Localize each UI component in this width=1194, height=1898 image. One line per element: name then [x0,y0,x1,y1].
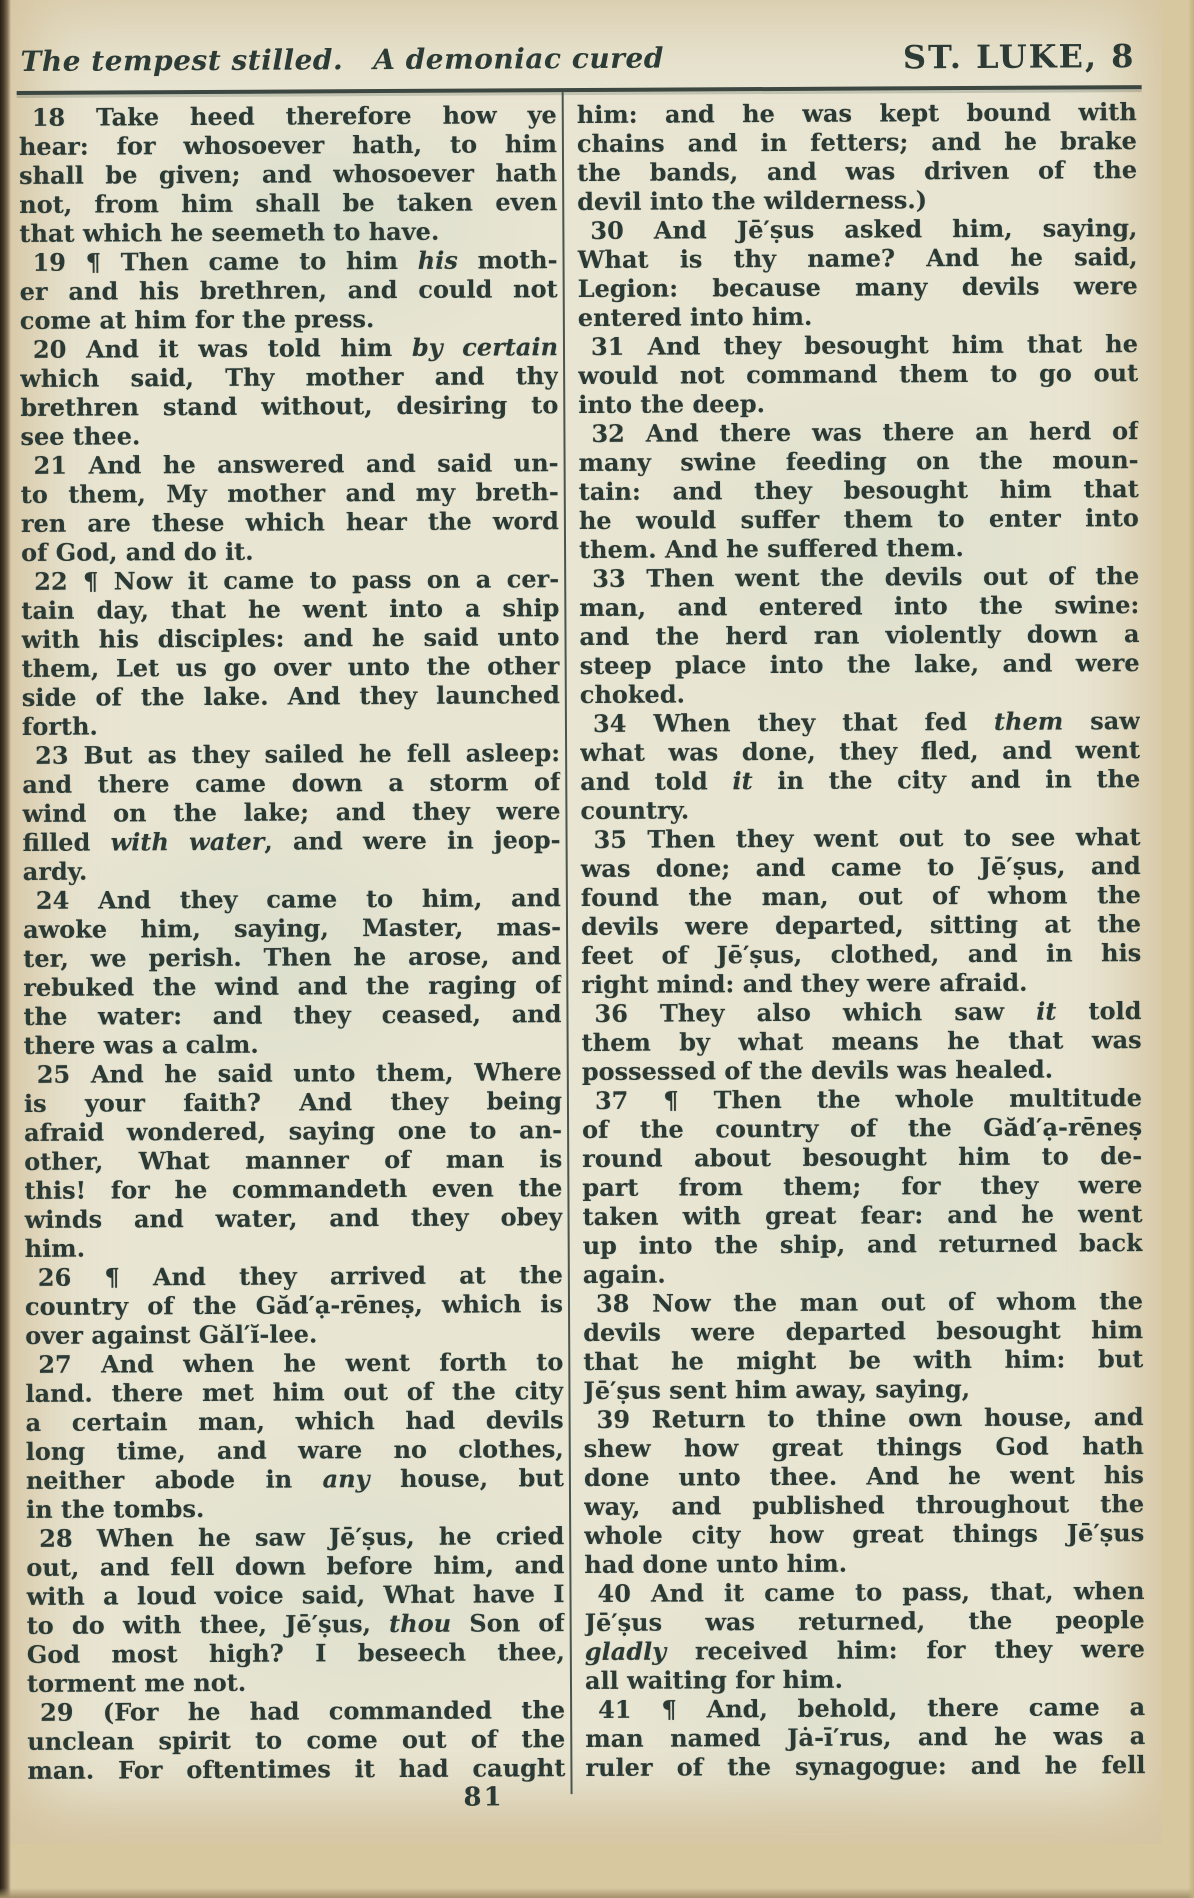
verse-line: devils were departed besought him [583,1315,1144,1348]
verse-line: hear: for whosoever hath, to him [18,129,558,161]
verse-line: shew how great things God hath [583,1431,1144,1464]
verse-line: up into the ship, and returned back [582,1228,1143,1261]
verse-line: 18 Take heed therefore how ye [31,100,557,132]
verse-line: see thee. [20,421,141,451]
verse-line: torment me not. [26,1667,247,1698]
verse-line: tain: and they besought him that [578,474,1139,507]
verse-line: 41 ¶ And, behold, there came a [598,1692,1146,1724]
verse-line: ren are these which hear the word [20,506,559,538]
page-edge-shadow-right [1188,0,1194,1898]
verse-line: done unto thee. And he went his [583,1460,1144,1493]
verse-line: was done; and came to Jē′ṣus, and [580,851,1141,884]
verse-line: round about besought him to de- [582,1141,1143,1174]
verse-line: 25 And he said unto them, Where [36,1057,562,1089]
verse-line: and told it in the city and in the [580,764,1141,797]
verse-line: had done unto him. [584,1548,848,1580]
verse-line: again. [582,1259,666,1290]
verse-line: that he might be with him: but [583,1344,1144,1377]
verse-line: is your faith? And they being [23,1086,563,1118]
verse-line: and there came down a storm of [22,767,561,799]
verse-line: choked. [579,679,685,710]
verse-line: he would suffer them to enter into [578,503,1139,536]
verse-line: 38 Now the man out of whom the [595,1286,1144,1318]
verse-line: unclean spirit to come out of the [27,1724,566,1756]
verse-line: 20 And it was told him by certain [32,332,559,364]
verse-line: 35 Then they went out to see what [593,822,1141,854]
scripture-column-left [19,100,566,1793]
verse-line: way, and published throughout the [583,1489,1145,1522]
verse-line: chains and in fetters; and he brake [576,126,1137,159]
verse-line: the bands, and was driven of the [576,155,1138,188]
verse-line: devil into the wilderness.) [577,185,928,217]
verse-line: 19 ¶ Then came to him his moth- [32,245,558,277]
verse-line: man. For oftentimes it had caught [27,1753,566,1785]
verse-line: 23 But as they sailed he fell asleep: [35,738,561,770]
verse-line: many swine feeding on the moun- [578,445,1139,478]
verse-line: 26 ¶ And they arrived at the [37,1260,563,1292]
verse-line: other, What manner of man is [24,1144,563,1176]
verse-line: whole city how great things Jē′ṣus [584,1518,1145,1551]
scripture-column-right [577,97,1146,1790]
verse-line: God most high? I beseech thee, [26,1637,565,1669]
page-edge-shadow-left [0,0,11,1898]
scan-tilt-wrapper [4,0,1167,1847]
verse-line: him: and he was kept bound with [576,97,1137,130]
verse-line: man named Jȧ-ī′rus, and he was a [585,1721,1146,1754]
verse-line: and the herd ran violently down a [579,619,1140,652]
verse-line: of the country of the Găd′ạ-rēneṣ [582,1112,1143,1145]
verse-line: 30 And Jē′ṣus asked him, saying, [590,213,1138,245]
verse-line: tain day, that he went into a ship [21,593,560,625]
verse-line: them, Let us go over unto the other [21,651,560,683]
verse-line: him. [24,1233,86,1263]
verse-line: side of the lake. And they launched [21,680,560,712]
verse-line: found the man, out of whom the [580,880,1141,913]
header-rule [17,85,1142,95]
verse-line: steep place into the lake, and were [579,648,1140,681]
verse-line: 32 And there was there an herd of [591,416,1139,448]
verse-line: brethren stand without, desiring to [20,390,559,422]
verse-line: awoke him, saying, Master, mas- [22,912,562,944]
verse-line: land. there met him out of the city [25,1376,564,1408]
running-head [20,42,664,78]
verse-line: 31 And they besought him that he [590,329,1139,361]
verse-line: long time, and ware no clothes, [25,1434,564,1466]
running-head-left: The tempest stilled. [20,43,344,78]
verse-line: ruler of the synagogue: and he fell [585,1750,1146,1783]
verse-line: right mind: and they were afraid. [581,967,1028,1000]
running-head-row [18,37,1137,83]
verse-line: 40 And it came to pass, that, when [597,1576,1145,1608]
verse-line: 39 Return to thine own house, and [596,1402,1144,1434]
verse-line: shall be given; and whosoever hath [19,158,558,190]
verse-line: that which he seemeth to have. [19,216,440,248]
verse-line: would not command them to go out [578,358,1139,391]
verse-line: 33 Then went the devils out of the [592,561,1140,593]
running-head-right: A demoniac cured [373,41,664,77]
verse-line: them by what means he that was [581,1025,1142,1058]
verse-line: 34 When they that fed them saw [592,706,1141,738]
verse-line: country. [580,795,690,826]
verse-line: rebuked the wind and the raging of [23,970,562,1002]
verse-line: ter, we perish. Then he arose, and [23,941,562,973]
verse-line: into the deep. [578,389,766,420]
verse-line: country of the Găd′ạ-rēneṣ, which is [24,1289,564,1321]
verse-line: 29 (For he had commanded the [40,1695,566,1727]
verse-line: 28 When he saw Jē′ṣus, he cried [39,1521,565,1553]
verse-line: part from them; for they were [582,1170,1143,1203]
verse-line: 27 And when he went forth to [38,1347,564,1379]
book-chapter-heading: ST. LUKE, 8 [902,37,1136,77]
verse-line: er and his brethren, and could not [19,274,558,306]
verse-line: this! for he commandeth even the [24,1173,563,1205]
verse-line: not, from him shall be taken even [19,187,558,219]
verse-line: devils were departed, sitting at the [580,909,1142,942]
verse-line: 24 And they came to him, and [35,883,561,915]
verse-line: to do with thee, Jē′ṣus, thou Son of [26,1608,565,1640]
verse-line: there was a calm. [23,1029,259,1060]
verse-line: neither abode in any house, but [25,1463,564,1495]
verse-line: ardy. [22,856,88,886]
page-number: 81 [463,1782,504,1813]
verse-line: entered into him. [577,301,813,333]
verse-line: feet of Jē′ṣus, clothed, and in his [581,938,1142,971]
verse-line: What is thy name? And he said, [577,242,1138,275]
verse-line: man, and entered into the swine: [579,590,1140,623]
verse-line: gladly received him: for they were [584,1634,1145,1667]
verse-line: 36 They also which saw it told [594,996,1142,1028]
verse-line: which said, Thy mother and thy [20,361,559,393]
verse-line: over against Găl′ĭ-lee. [25,1319,318,1350]
verse-line: winds and water, and they obey [24,1202,563,1234]
paper-sheet [9,0,1162,1844]
verse-line: Jē′ṣus was returned, the people [584,1605,1145,1638]
verse-line: of God, and do it. [20,536,254,567]
verse-line: come at him for the press. [19,304,375,335]
verse-line: in the tombs. [25,1494,205,1524]
verse-line: the water: and they ceased, and [23,999,562,1031]
verse-line: a certain man, which had devils [25,1405,564,1437]
verse-line: with a loud voice said, What have I [26,1579,565,1611]
verse-line: 21 And he answered and said un- [33,448,559,480]
verse-line: possessed of the devils was healed. [581,1054,1054,1087]
page-edge-shadow-bottom [0,1888,1194,1898]
verse-line: 37 ¶ Then the whole multitude [594,1083,1143,1115]
verse-line: with his disciples: and he said unto [21,622,560,654]
verse-line: filled with water, and were in jeop- [22,825,561,857]
verse-line: to them, My mother and my breth- [20,477,559,509]
verse-line: Legion: because many devils were [577,271,1138,304]
verse-line: Jē′ṣus sent him away, saying, [583,1373,971,1406]
verse-line: 22 ¶ Now it came to pass on a cer- [34,564,560,596]
verse-line: forth. [21,711,98,741]
verse-line: what was done, they fled, and went [580,735,1141,768]
verse-line: wind on the lake; and they were [22,796,561,828]
verse-line: taken with great fear: and he went [582,1199,1143,1232]
verse-line: out, and fell down before him, and [26,1550,565,1582]
verse-line: all waiting for him. [584,1664,843,1696]
verse-line: afraid wondered, saying one to an- [24,1115,563,1147]
verse-line: them. And he suffered them. [578,533,964,565]
